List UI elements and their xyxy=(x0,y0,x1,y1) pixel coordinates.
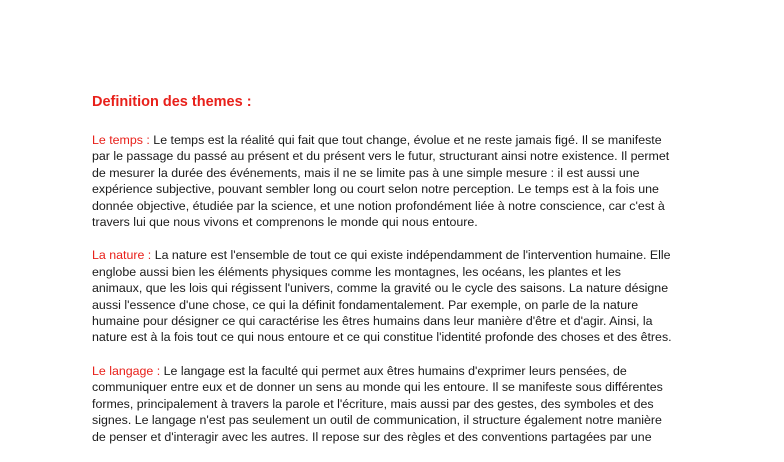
section-line: nature est à la fois tout ce qui nous entoure et ce qui constitue l'identité profonde des choses et des êtres. xyxy=(92,330,672,345)
section-line: aussi l'essence d'une chose, ce qui la définit fondamentalement. Par exemple, on parle de la nature xyxy=(92,297,639,312)
section-text: La nature est l'ensemble de tout ce qui existe indépendamment de l'intervention humaine. Elle xyxy=(151,248,671,263)
section-text: Le langage est la faculté qui permet aux êtres humains d'exprimer leurs pensées, de xyxy=(160,363,627,378)
section-text: Le temps est la réalité qui fait que tout change, évolue et ne reste jamais figé. Il se manifeste xyxy=(149,133,662,147)
section-line: formes, principalement à travers la parole et l'écriture, mais aussi par des gestes, des symboles et des xyxy=(92,396,654,411)
section-line: par le passage du passé au présent et du présent vers le futur, structurant ainsi notre existence. Il permet xyxy=(92,149,670,164)
section-line: signes. Le langage n'est pas seulement un outil de communication, il structure également notre manière xyxy=(92,413,662,428)
section-line: humaine pour désigner ce qui caractérise les êtres humains dans leur manière d'être et d'agir. Ainsi, la xyxy=(92,314,653,329)
section-first-line xyxy=(92,363,692,379)
section-line: donnée objective, étudiée par la science, et une notion profondément liée à notre conscience, car c'est à xyxy=(92,198,665,213)
section-line: de mesurer la durée des événements, mais il ne se limite pas à une simple mesure : il est aussi une xyxy=(92,165,640,180)
section-line: englobe aussi bien les éléments physiques comme les montagnes, les océans, les plantes et les xyxy=(92,264,621,279)
document-heading: Definition des themes : xyxy=(92,94,252,110)
term-label: Le temps : xyxy=(92,133,150,147)
section-temps xyxy=(92,132,692,230)
section-line: communiquer entre eux et de donner un sens au monde qui les entoure. Il se manifeste sous différentes xyxy=(92,380,663,395)
section-line: de penser et d'interagir avec les autres. Il repose sur des règles et des conventions partagées par une xyxy=(92,429,652,444)
term-label: La nature : xyxy=(92,248,152,263)
section-first-line xyxy=(92,247,692,263)
term-label: Le langage : xyxy=(92,363,161,378)
section-langage xyxy=(92,363,692,445)
document-page xyxy=(92,93,692,462)
section-line: expérience subjective, pouvant sembler long ou court selon notre perception. Le temps est à la fois une xyxy=(92,182,659,197)
section-first-line xyxy=(92,132,692,148)
section-line: animaux, que les lois qui régissent l'univers, comme la gravité ou le cycle des saisons. La nature désigne xyxy=(92,281,669,296)
section-nature xyxy=(92,247,692,345)
section-line: travers lui que nous vivons et comprenons le monde qui nous entoure. xyxy=(92,215,478,230)
